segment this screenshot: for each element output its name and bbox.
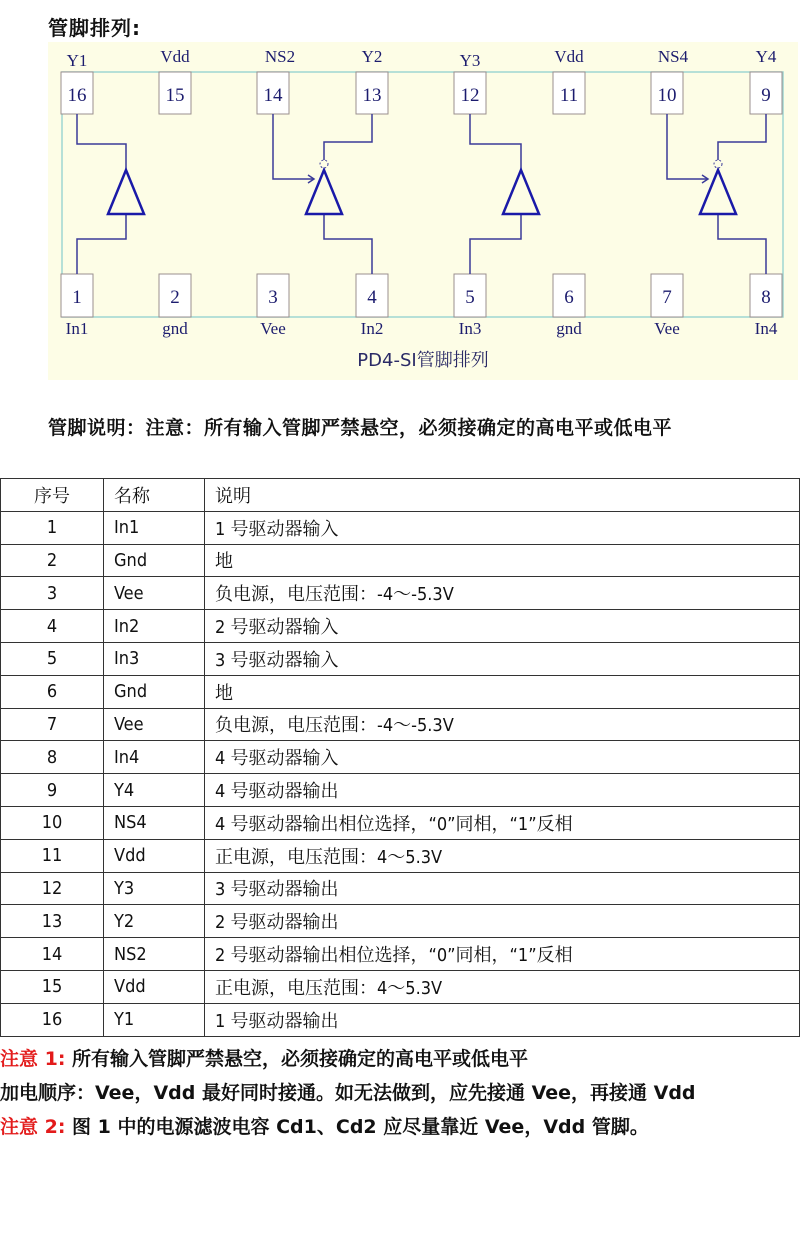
- pin-description-cell: 正电源，电压范围：4～5.3V: [205, 839, 800, 872]
- header-description: 说明: [205, 479, 800, 512]
- pin-10-number: 10: [657, 85, 677, 106]
- pin-description-cell: 负电源，电压范围：-4～-5.3V: [205, 577, 800, 610]
- pin-index-cell: 4: [1, 610, 104, 643]
- pin-description-cell: 1 号驱动器输入: [205, 511, 800, 544]
- pin-name-cell: In4: [104, 741, 205, 774]
- pin-name-cell: Vdd: [104, 970, 205, 1003]
- pin-name-cell: In1: [104, 511, 205, 544]
- pin-5-number: 5: [465, 287, 475, 308]
- pin-name-cell: Y1: [104, 1003, 205, 1036]
- pin-10-label: NS4: [657, 47, 689, 66]
- pin-5-label: In3: [458, 319, 482, 338]
- pin-index-cell: 15: [1, 970, 104, 1003]
- pin-11-label: Vdd: [554, 47, 584, 66]
- pin-8-number: 8: [761, 287, 771, 308]
- pin-12-number: 12: [460, 85, 480, 106]
- pin-description-cell: 地: [205, 544, 800, 577]
- pin-1-label: In1: [65, 319, 89, 338]
- pin-9-number: 9: [761, 85, 771, 106]
- wires: [77, 114, 766, 274]
- table-row: [1, 642, 800, 675]
- pin-description-cell: 2 号驱动器输出: [205, 905, 800, 938]
- pin-index-cell: 12: [1, 872, 104, 905]
- pin-15-label: Vdd: [160, 47, 190, 66]
- note-1: [0, 1042, 800, 1076]
- pin-4-number: 4: [367, 287, 377, 308]
- pin-6-number: 6: [564, 287, 574, 308]
- diagram-caption: PD4-SI管脚排列: [357, 350, 489, 371]
- pin-table: [0, 478, 800, 1037]
- pinout-diagram: [48, 42, 798, 380]
- pin-index-cell: 14: [1, 938, 104, 971]
- table-row: [1, 610, 800, 643]
- buffer-3-icon: [503, 170, 539, 214]
- table-row: [1, 511, 800, 544]
- header-name: 名称: [104, 479, 205, 512]
- table-row: [1, 774, 800, 807]
- pin-13-label: Y2: [361, 47, 383, 66]
- pin-name-cell: In2: [104, 610, 205, 643]
- table-row: [1, 1003, 800, 1036]
- pin-index-cell: 10: [1, 806, 104, 839]
- pin-14-label: NS2: [264, 47, 296, 66]
- pin-index-cell: 9: [1, 774, 104, 807]
- table-row: [1, 806, 800, 839]
- pin-index-cell: 3: [1, 577, 104, 610]
- pin-name-cell: NS2: [104, 938, 205, 971]
- pin-index-cell: 6: [1, 675, 104, 708]
- table-row: [1, 544, 800, 577]
- table-row: [1, 839, 800, 872]
- pin-4-label: In2: [360, 319, 384, 338]
- pin-index-cell: 7: [1, 708, 104, 741]
- table-header-row: [1, 479, 800, 512]
- pin-1-number: 1: [72, 287, 82, 308]
- pin-3-number: 3: [268, 287, 278, 308]
- note-1-label: 注意 1:: [0, 1048, 66, 1070]
- pin-description-cell: 1 号驱动器输出: [205, 1003, 800, 1036]
- pinout-svg: [48, 42, 798, 380]
- pin-12-label: Y3: [459, 51, 481, 70]
- pin-7-number: 7: [662, 287, 672, 308]
- pin-index-cell: 5: [1, 642, 104, 675]
- pin-description-cell: 正电源，电压范围：4～5.3V: [205, 970, 800, 1003]
- pin-description-cell: 4 号驱动器输入: [205, 741, 800, 774]
- table-row: [1, 675, 800, 708]
- pin-name-cell: Gnd: [104, 675, 205, 708]
- pin-name-cell: In3: [104, 642, 205, 675]
- table-row: [1, 741, 800, 774]
- bottom-pin-boxes: [61, 274, 782, 317]
- header-index: 序号: [1, 479, 104, 512]
- pin-index-cell: 8: [1, 741, 104, 774]
- pin-description-cell: 3 号驱动器输出: [205, 872, 800, 905]
- pin-14-number: 14: [263, 85, 283, 106]
- pin-description-cell: 地: [205, 675, 800, 708]
- pin-description-cell: 2 号驱动器输入: [205, 610, 800, 643]
- table-row: [1, 872, 800, 905]
- pin-9-label: Y4: [755, 47, 777, 66]
- pin-name-cell: Vdd: [104, 839, 205, 872]
- note-2-label: 注意 2:: [0, 1116, 66, 1138]
- note-2-text: 图 1 中的电源滤波电容 Cd1、Cd2 应尽量靠近 Vee，Vdd 管脚。: [65, 1116, 649, 1138]
- pin-2-label: gnd: [162, 319, 188, 338]
- buffer-1-icon: [108, 170, 144, 214]
- pin-description-cell: 3 号驱动器输入: [205, 642, 800, 675]
- pin-name-cell: Vee: [104, 577, 205, 610]
- pin-7-label: Vee: [654, 319, 680, 338]
- notes-section: [0, 1042, 800, 1144]
- pin-description-cell: 4 号驱动器输出: [205, 774, 800, 807]
- note-1-text: 所有输入管脚严禁悬空，必须接确定的高电平或低电平: [65, 1048, 529, 1070]
- pin-name-cell: NS4: [104, 806, 205, 839]
- note-2: [0, 1110, 800, 1144]
- table-row: [1, 577, 800, 610]
- pin-2-number: 2: [170, 287, 180, 308]
- pin-index-cell: 16: [1, 1003, 104, 1036]
- pin-description-cell: 负电源，电压范围：-4～-5.3V: [205, 708, 800, 741]
- pin-description-cell: 4 号驱动器输出相位选择，“0”同相，“1”反相: [205, 806, 800, 839]
- pin-15-number: 15: [165, 85, 185, 106]
- table-row: [1, 970, 800, 1003]
- pin-arrangement-title: 管脚排列:: [48, 16, 141, 40]
- pin-16-number: 16: [67, 85, 87, 106]
- pin-3-label: Vee: [260, 319, 286, 338]
- pin-6-label: gnd: [556, 319, 582, 338]
- pin-name-cell: Y2: [104, 905, 205, 938]
- table-row: [1, 905, 800, 938]
- pin-name-cell: Y3: [104, 872, 205, 905]
- table-row: [1, 708, 800, 741]
- pin-16-label: Y1: [66, 51, 88, 70]
- pin-description-heading: 管脚说明：注意：所有输入管脚严禁悬空，必须接确定的高电平或低电平: [48, 417, 673, 439]
- pin-index-cell: 11: [1, 839, 104, 872]
- pin-description-cell: 2 号驱动器输出相位选择，“0”同相，“1”反相: [205, 938, 800, 971]
- pin-index-cell: 2: [1, 544, 104, 577]
- pin-name-cell: Gnd: [104, 544, 205, 577]
- buffer-triangles: [108, 170, 736, 214]
- pin-13-number: 13: [362, 85, 382, 106]
- pin-index-cell: 13: [1, 905, 104, 938]
- pin-index-cell: 1: [1, 511, 104, 544]
- power-sequence-note: 加电顺序：Vee，Vdd 最好同时接通。如无法做到，应先接通 Vee，再接通 Vdd: [0, 1082, 696, 1104]
- pin-8-label: In4: [754, 319, 778, 338]
- pin-name-cell: Vee: [104, 708, 205, 741]
- table-row: [1, 938, 800, 971]
- pin-11-number: 11: [559, 85, 579, 106]
- pin-name-cell: Y4: [104, 774, 205, 807]
